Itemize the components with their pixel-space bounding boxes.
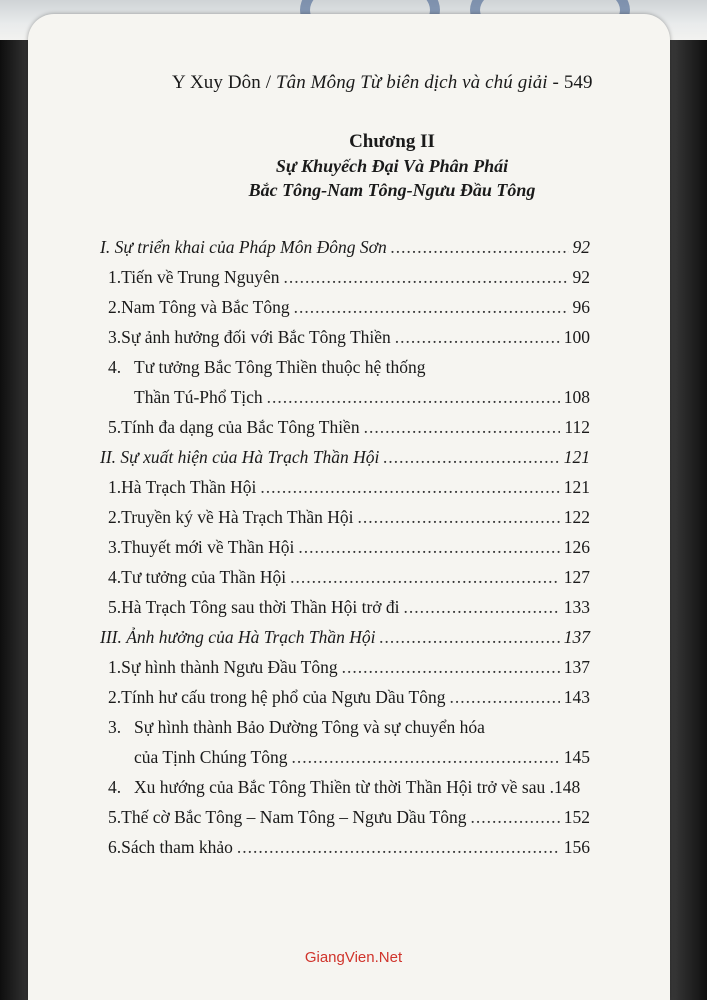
toc-title: của Tịnh Chúng Tông <box>134 747 288 767</box>
header-book-title: Tân Mông Từ biên dịch và chú giải <box>275 72 548 93</box>
toc-entry <box>100 652 590 682</box>
toc-entry <box>100 532 590 562</box>
chapter-subtitle-line1: Sự Khuyếch Đại Và Phân Phái <box>275 156 509 176</box>
toc-section <box>100 622 590 652</box>
toc-title: Tư tưởng của Thần Hội <box>121 567 287 587</box>
header-author: Y Xuy Dôn <box>172 72 261 93</box>
toc-leader <box>364 412 561 442</box>
scan-edge-right <box>670 0 707 1000</box>
chapter-heading <box>172 130 612 202</box>
toc-title: Sự hình thành Ngưu Đầu Tông <box>121 657 338 677</box>
toc-entry <box>100 712 590 742</box>
toc-leader <box>449 682 559 712</box>
toc-entry <box>100 412 590 442</box>
toc-page: 126 <box>563 537 590 557</box>
toc-entry-continuation <box>100 382 590 412</box>
toc-index: 3. <box>108 327 122 347</box>
toc-entry <box>100 832 590 862</box>
toc-leader <box>290 562 560 592</box>
toc-leader <box>383 442 559 472</box>
toc-leader <box>404 592 560 622</box>
toc-title: Thuyết mới về Thần Hội <box>121 537 295 557</box>
toc-leader <box>291 742 559 772</box>
toc-title: Truyền ký về Hà Trạch Thần Hội <box>121 507 354 527</box>
toc-page: 92 <box>572 237 590 257</box>
toc-entry <box>100 772 590 802</box>
toc-leader <box>237 832 560 862</box>
toc-entry <box>100 472 590 502</box>
toc-title: Sách tham khảo <box>121 837 233 857</box>
toc-leader <box>283 262 568 292</box>
toc-leader <box>298 532 559 562</box>
toc-section-title: II. Sự xuất hiện của Hà Trạch Thần Hội <box>100 447 380 467</box>
toc-index: 3. <box>108 717 122 737</box>
running-header <box>172 72 592 94</box>
toc-page: 121 <box>563 477 590 497</box>
toc-entry <box>100 502 590 532</box>
toc-page: 156 <box>563 837 590 857</box>
toc-index: 2. <box>108 687 122 707</box>
toc-title: Hà Trạch Thần Hội <box>121 477 257 497</box>
toc-index: 3. <box>108 537 122 557</box>
toc-index: 2. <box>108 297 122 317</box>
toc-leader <box>391 232 569 262</box>
toc-page: 137 <box>563 627 590 647</box>
toc-page: 100 <box>563 327 590 347</box>
toc-index: 1. <box>108 657 122 677</box>
toc-entry <box>100 682 590 712</box>
toc-leader <box>395 322 560 352</box>
toc-page: 96 <box>572 297 590 317</box>
toc-page: 152 <box>563 807 590 827</box>
toc-entry <box>100 292 590 322</box>
toc-section-title: I. Sự triển khai của Pháp Môn Đông Sơn <box>100 237 387 257</box>
toc-entry <box>100 262 590 292</box>
toc-title: Tính hư cấu trong hệ phổ của Ngưu Dầu Tông <box>121 687 446 707</box>
toc-entry <box>100 322 590 352</box>
toc-index: 5. <box>108 807 122 827</box>
toc-page: 133 <box>563 597 590 617</box>
toc-index: 5. <box>108 597 122 617</box>
toc-title: Tính đa dạng của Bắc Tông Thiền <box>121 417 360 437</box>
toc-leader <box>470 802 559 832</box>
toc-index: 6. <box>108 837 122 857</box>
toc-page: 122 <box>563 507 590 527</box>
toc-section-title: III. Ảnh hưởng của Hà Trạch Thần Hội <box>100 627 376 647</box>
toc-page: 143 <box>563 687 590 707</box>
header-page-number: - 549 <box>552 72 593 93</box>
scan-edge-left <box>0 0 28 1000</box>
toc-entry <box>100 562 590 592</box>
toc-page: 92 <box>572 267 590 287</box>
toc-index: 1. <box>108 267 122 287</box>
chapter-subtitle-line2: Bắc Tông-Nam Tông-Ngưu Đầu Tông <box>248 180 536 200</box>
toc-title: Thần Tú-Phổ Tịch <box>134 387 263 407</box>
table-of-contents <box>100 232 590 862</box>
toc-index: 5. <box>108 417 122 437</box>
toc-index: 4. <box>108 357 122 377</box>
toc-index: 1. <box>108 477 122 497</box>
toc-title: Tư tưởng Bắc Tông Thiền thuộc hệ thống <box>134 357 426 377</box>
toc-title: Nam Tông và Bắc Tông <box>121 297 290 317</box>
watermark-text: GiangVien.Net <box>304 949 403 966</box>
toc-title: Sự ảnh hưởng đối với Bắc Tông Thiền <box>121 327 391 347</box>
chapter-number: Chương II <box>349 131 435 152</box>
toc-page: 108 <box>563 387 590 407</box>
toc-leader <box>260 472 559 502</box>
toc-page: 127 <box>563 567 590 587</box>
toc-leader <box>357 502 559 532</box>
toc-leader <box>294 292 569 322</box>
toc-page: 112 <box>564 417 590 437</box>
toc-page: 137 <box>563 657 590 677</box>
toc-title: Hà Trạch Tông sau thời Thần Hội trở đi <box>121 597 400 617</box>
toc-entry <box>100 802 590 832</box>
toc-index: 4. <box>108 777 122 797</box>
toc-title: Sự hình thành Bảo Dường Tông và sự chuyển hóa <box>134 717 485 737</box>
toc-section <box>100 232 590 262</box>
toc-index: 4. <box>108 567 122 587</box>
toc-leader <box>380 622 560 652</box>
toc-index: 2. <box>108 507 122 527</box>
toc-leader <box>267 382 560 412</box>
toc-page: 145 <box>563 747 590 767</box>
toc-title: Thế cờ Bắc Tông – Nam Tông – Ngưu Dầu Tông <box>121 807 467 827</box>
toc-leader <box>342 652 560 682</box>
toc-title: Xu hướng của Bắc Tông Thiền từ thời Thần Hội trở về sau .148 <box>134 777 581 797</box>
toc-entry <box>100 352 590 382</box>
toc-entry <box>100 592 590 622</box>
toc-title: Tiến về Trung Nguyên <box>121 267 280 287</box>
header-separator: / <box>260 72 276 93</box>
toc-section <box>100 442 590 472</box>
toc-page: 121 <box>563 447 590 467</box>
toc-entry-continuation <box>100 742 590 772</box>
